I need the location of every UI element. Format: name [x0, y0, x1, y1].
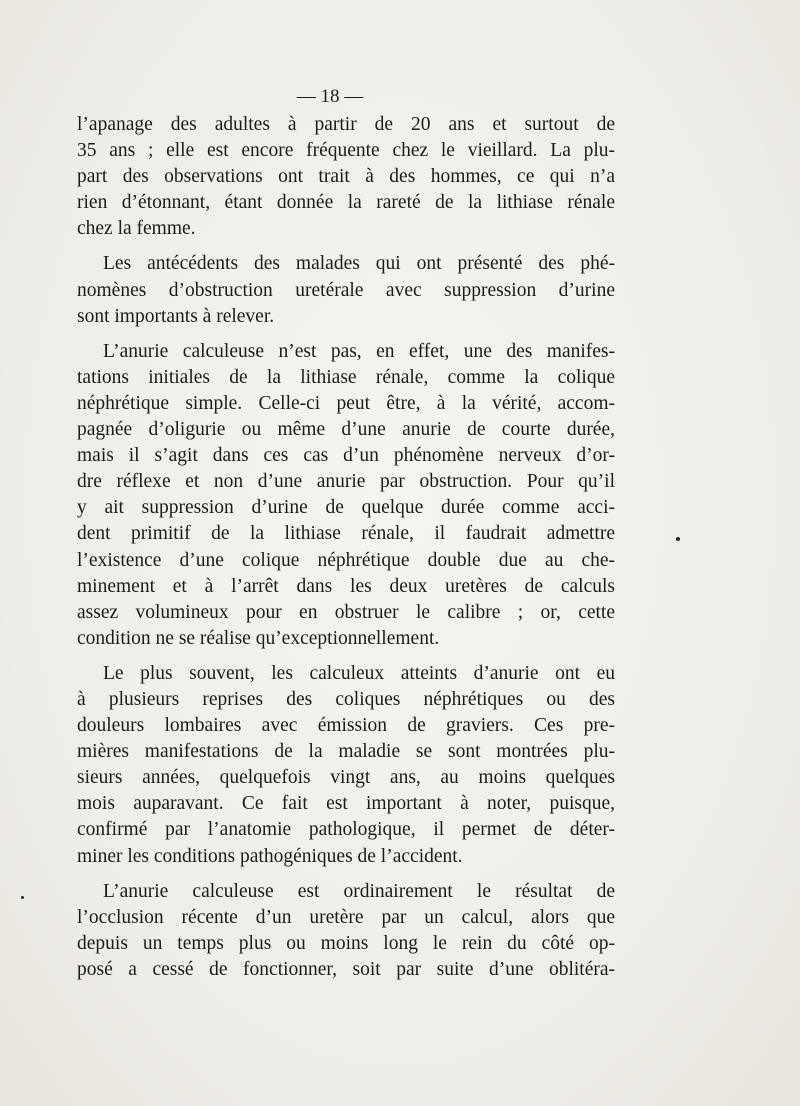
page-number: — 18 — — [296, 86, 364, 107]
text-line: l’apanage des adultes à partir de 20 ans et surtout de — [77, 114, 615, 135]
text-line: confirmé par l’anatomie pathologique, il permet de déter- — [77, 819, 615, 841]
text-line: l’existence d’une colique néphrétique double due au che- — [77, 549, 615, 571]
text-line: chez la femme. — [77, 218, 196, 240]
text-line: posé a cessé de fonctionner, soit par suite d’une oblitéra- — [77, 958, 615, 980]
text-line: rien d’étonnant, étant donnée la rareté de la lithiase rénale — [77, 192, 615, 214]
text-line: L’anurie calculeuse est ordinairement le résultat de — [103, 880, 615, 902]
text-line: minement et à l’arrêt dans les deux uretères de calculs — [77, 575, 615, 597]
ink-speck — [676, 537, 680, 541]
text-line: condition ne se réalise qu’exceptionnellement. — [77, 627, 440, 649]
text-line: sieurs années, quelquefois vingt ans, au moins quelques — [77, 767, 615, 789]
text-line: à plusieurs reprises des coliques néphrétiques ou des — [77, 688, 615, 710]
paragraph — [77, 112, 615, 242]
text-line: assez volumineux pour en obstruer le calibre ; or, cette — [77, 601, 615, 623]
text-line: L’anurie calculeuse n’est pas, en effet, une des manifes- — [103, 340, 615, 362]
text-line: Les antécédents des malades qui ont présenté des phé- — [103, 253, 615, 275]
text-line: pagnée d’oligurie ou même d’une anurie de courte durée, — [77, 419, 615, 441]
text-line: dent primitif de la lithiase rénale, il faudrait admettre — [77, 523, 615, 545]
text-line: mois auparavant. Ce fait est important à noter, puisque, — [77, 793, 615, 815]
text-line: douleurs lombaires avec émission de graviers. Ces pre- — [77, 715, 615, 737]
text-line: sont importants à relever. — [77, 305, 275, 327]
text-line: Le plus souvent, les calculeux atteints d’anurie ont eu — [103, 662, 615, 684]
text-line: mais il s’agit dans ces cas d’un phénomène nerveux d’or- — [77, 445, 615, 467]
text-line: l’occlusion récente d’un uretère par un calcul, alors que — [77, 906, 615, 928]
text-line: miner les conditions pathogéniques de l’accident. — [77, 845, 463, 867]
paragraph — [77, 339, 615, 652]
text-line: dre réflexe et non d’une anurie par obstruction. Pour qu’il — [77, 471, 615, 493]
body-text — [77, 112, 615, 983]
paragraph — [77, 879, 615, 983]
paragraph — [77, 251, 615, 329]
text-line: 35 ans ; elle est encore fréquente chez le vieillard. La plu- — [77, 140, 615, 162]
text-line: néphrétique simple. Celle-ci peut être, à la vérité, accom- — [77, 392, 615, 414]
text-line: part des observations ont trait à des hommes, ce qui n’a — [77, 166, 615, 188]
text-line: nomènes d’obstruction uretérale avec suppression d’urine — [77, 279, 615, 301]
ink-speck — [21, 896, 24, 899]
text-line: tations initiales de la lithiase rénale, comme la colique — [77, 366, 615, 388]
text-line: y ait suppression d’urine de quelque durée comme acci- — [77, 497, 615, 519]
paragraph — [77, 661, 615, 870]
text-line: depuis un temps plus ou moins long le rein du côté op- — [77, 932, 615, 954]
text-line: mières manifestations de la maladie se sont montrées plu- — [77, 741, 615, 763]
